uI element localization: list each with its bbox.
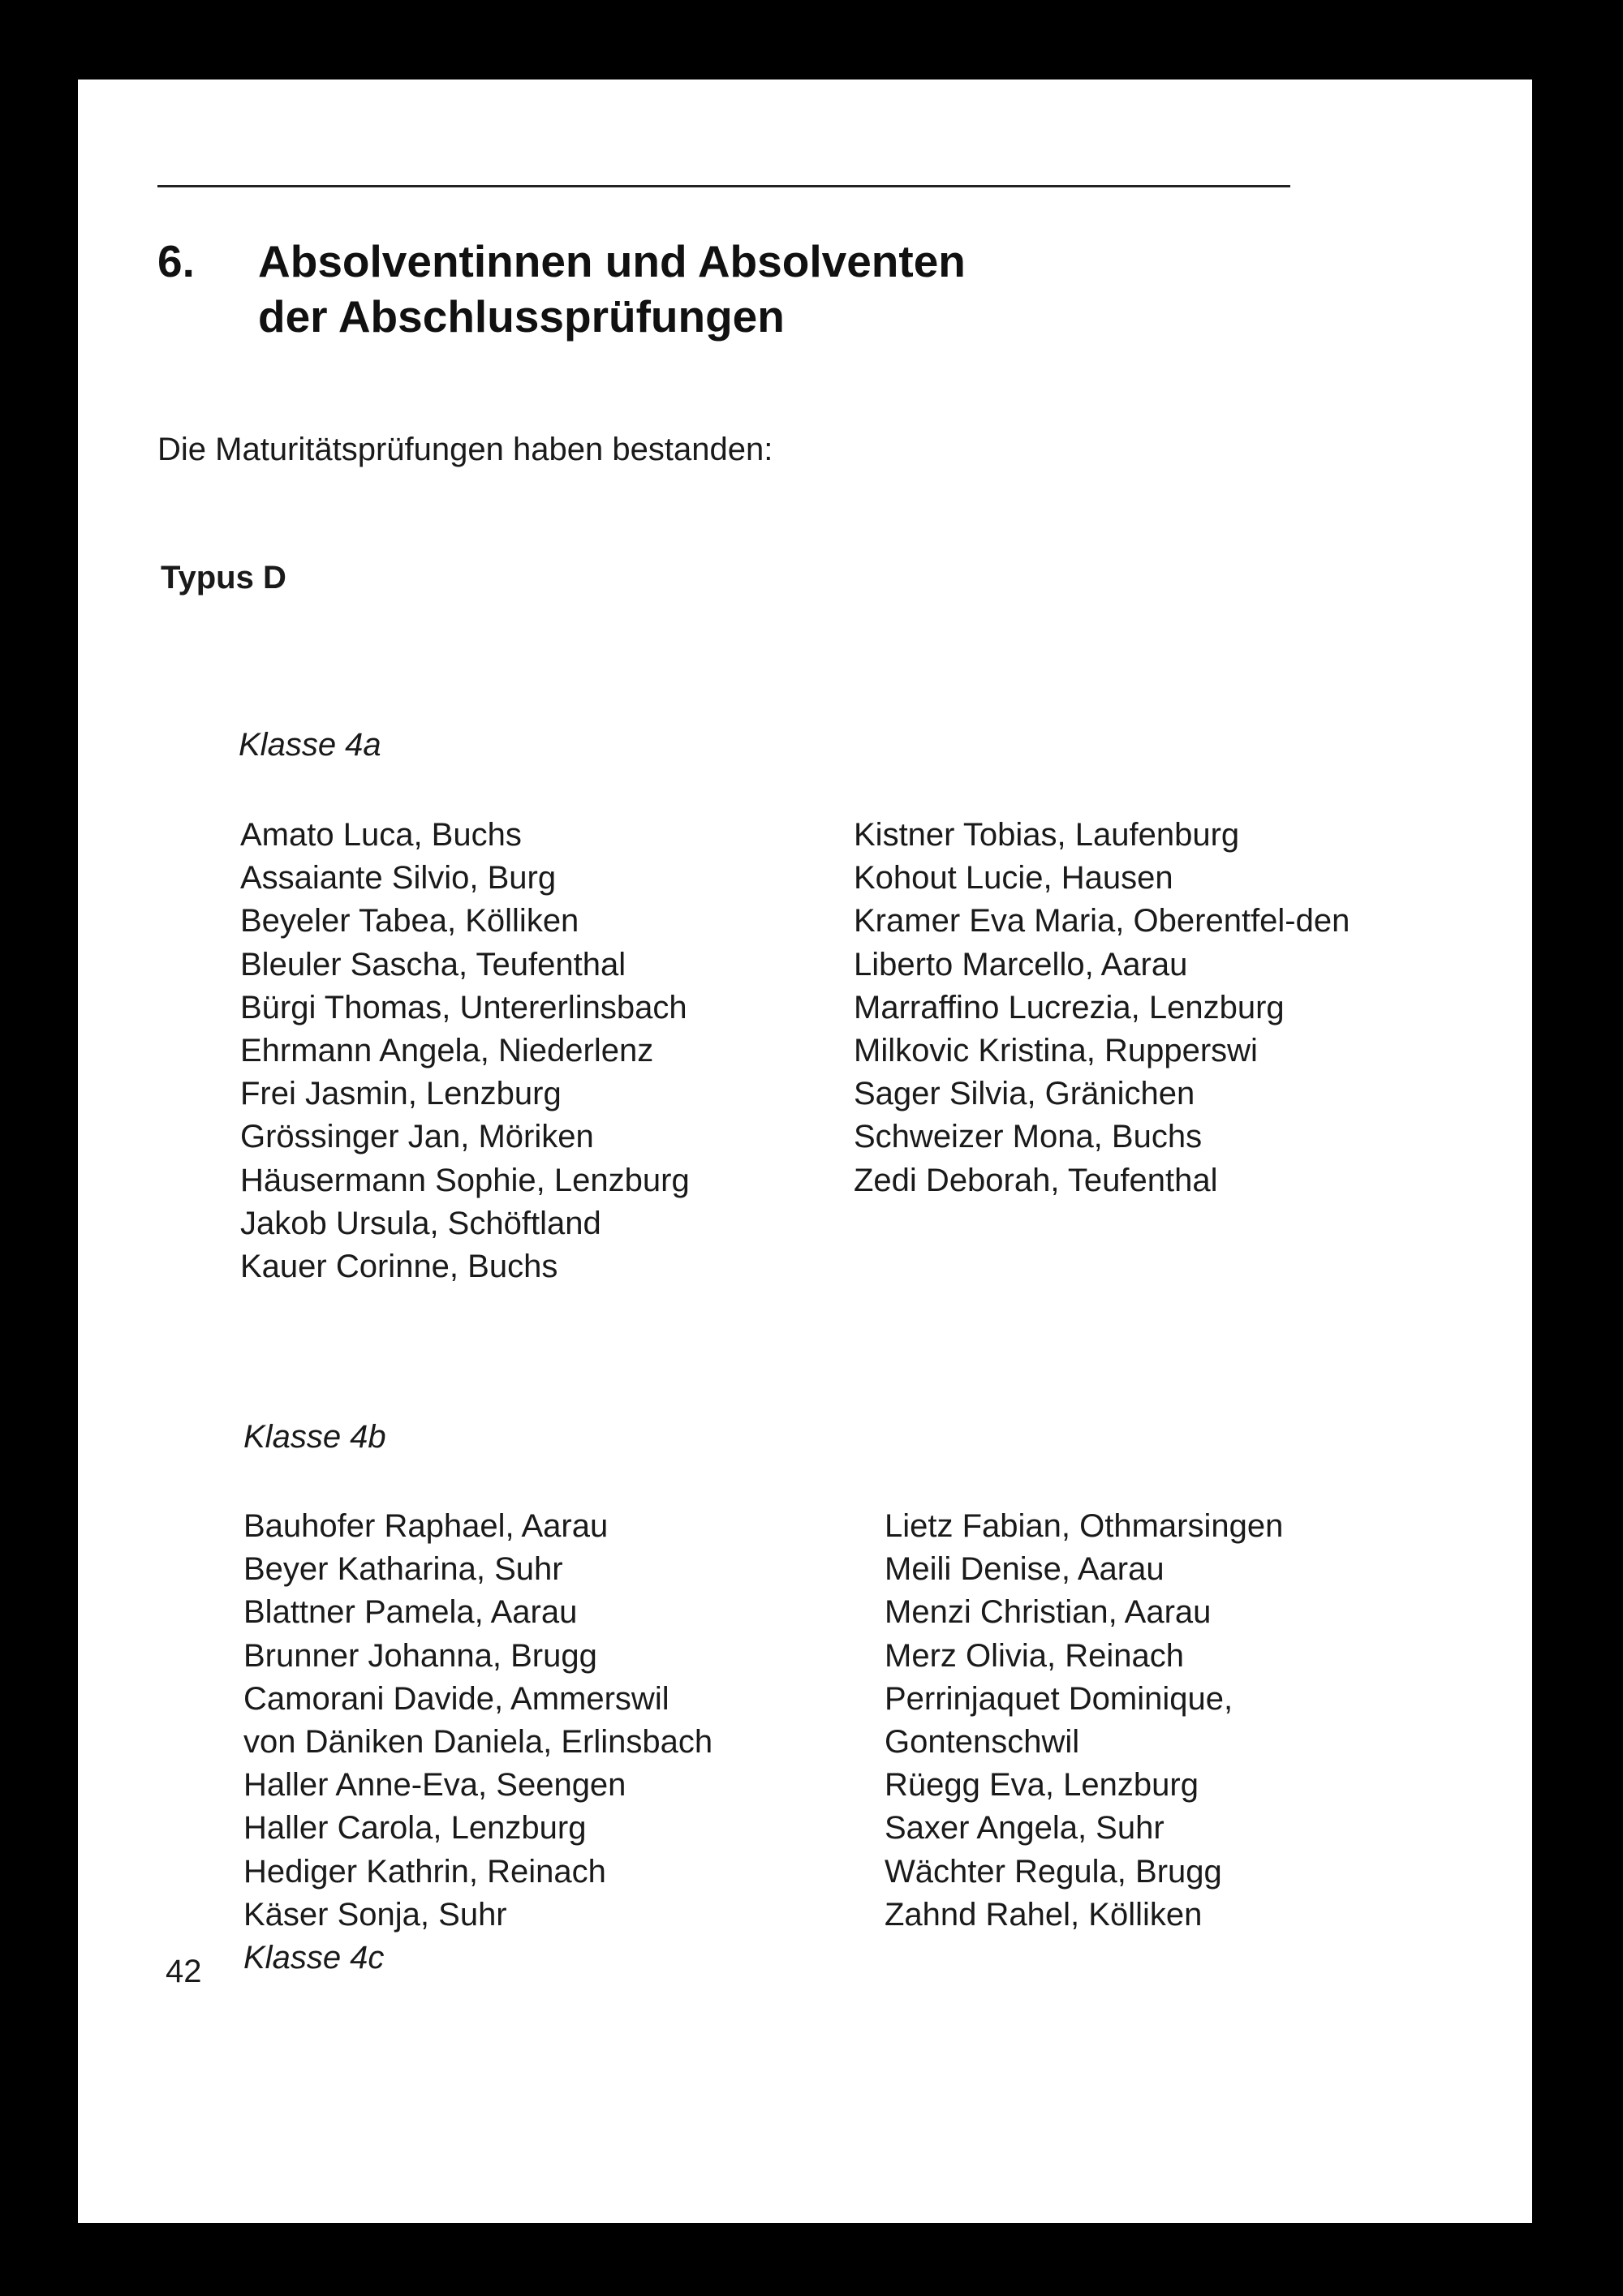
- list-item: Lietz Fabian, Othmarsingen: [885, 1508, 1284, 1544]
- list-item: Gontenschwil: [885, 1723, 1080, 1760]
- list-item: Saxer Angela, Suhr: [885, 1810, 1165, 1847]
- list-item: Schweizer Mona, Buchs: [854, 1119, 1203, 1155]
- list-item: Perrinjaquet Dominique,: [885, 1680, 1233, 1717]
- list-item: Wächter Regula, Brugg: [885, 1853, 1222, 1890]
- list-item: Rüegg Eva, Lenzburg: [885, 1767, 1199, 1804]
- list-item: Beyeler Tabea, Kölliken: [240, 903, 579, 939]
- list-item: Haller Carola, Lenzburg: [243, 1810, 587, 1847]
- list-item: Bauhofer Raphael, Aarau: [243, 1508, 609, 1544]
- typus-heading: Typus D: [161, 560, 286, 595]
- section-title-line-2: der Abschlussprüfungen: [258, 291, 785, 342]
- list-item: Frei Jasmin, Lenzburg: [240, 1076, 562, 1112]
- list-item: Haller Anne-Eva, Seengen: [243, 1767, 626, 1804]
- page-number: 42: [166, 1954, 202, 1989]
- list-item: Zahnd Rahel, Kölliken: [885, 1896, 1203, 1933]
- klasse-4a-right-list: [854, 814, 1388, 1202]
- list-item: Liberto Marcello, Aarau: [854, 946, 1188, 982]
- list-item: Sager Silvia, Gränichen: [854, 1076, 1195, 1112]
- list-item: Brunner Johanna, Brugg: [243, 1637, 597, 1674]
- list-item: Zedi Deborah, Teufenthal: [854, 1162, 1218, 1198]
- klasse-4a-label: Klasse 4a: [239, 727, 381, 763]
- section-number: 6.: [157, 236, 195, 286]
- list-item: Kistner Tobias, Laufenburg: [854, 817, 1240, 853]
- list-item: [854, 900, 1388, 943]
- list-item: Marraffino Lucrezia, Lenzburg: [854, 989, 1285, 1025]
- list-item: Bleuler Sascha, Teufenthal: [240, 946, 626, 982]
- klasse-4c-label: Klasse 4c: [243, 1939, 385, 1976]
- list-item: Ehrmann Angela, Niederlenz: [240, 1032, 654, 1068]
- list-item: Jakob Ursula, Schöftland: [240, 1205, 601, 1241]
- list-item: Grössinger Jan, Möriken: [240, 1119, 594, 1155]
- list-item: Amato Luca, Buchs: [240, 817, 522, 853]
- list-item: Kohout Lucie, Hausen: [854, 860, 1173, 896]
- list-item: Blattner Pamela, Aarau: [243, 1594, 578, 1631]
- list-item-text: Kramer Eva Maria, Oberentfel-den: [854, 903, 1350, 939]
- section-title-line-1: Absolventinnen und Absolventen: [258, 236, 966, 286]
- klasse-4b-label: Klasse 4b: [243, 1419, 386, 1455]
- intro-text: Die Maturitätsprüfungen haben bestanden:: [157, 432, 773, 467]
- top-rule: [157, 185, 1290, 187]
- list-item: Assaiante Silvio, Burg: [240, 860, 557, 896]
- klasse-4b-right-list: [885, 1505, 1283, 1937]
- klasse-4b-left-list: [243, 1505, 712, 1980]
- list-item: Camorani Davide, Ammerswil: [243, 1680, 669, 1717]
- list-item: Menzi Christian, Aarau: [885, 1594, 1212, 1631]
- list-item: Bürgi Thomas, Untererlinsbach: [240, 989, 687, 1025]
- list-item: Käser Sonja, Suhr: [243, 1896, 507, 1933]
- list-item: Kauer Corinne, Buchs: [240, 1248, 558, 1284]
- klasse-4a-left-list: [240, 814, 690, 1288]
- list-item: Beyer Katharina, Suhr: [243, 1551, 563, 1588]
- list-item: Meili Denise, Aarau: [885, 1551, 1165, 1588]
- list-item: Häusermann Sophie, Lenzburg: [240, 1162, 690, 1198]
- list-item: Milkovic Kristina, Rupperswi: [854, 1032, 1258, 1068]
- list-item: Merz Olivia, Reinach: [885, 1637, 1185, 1674]
- list-item: von Däniken Daniela, Erlinsbach: [243, 1723, 713, 1760]
- list-item: Hediger Kathrin, Reinach: [243, 1853, 606, 1890]
